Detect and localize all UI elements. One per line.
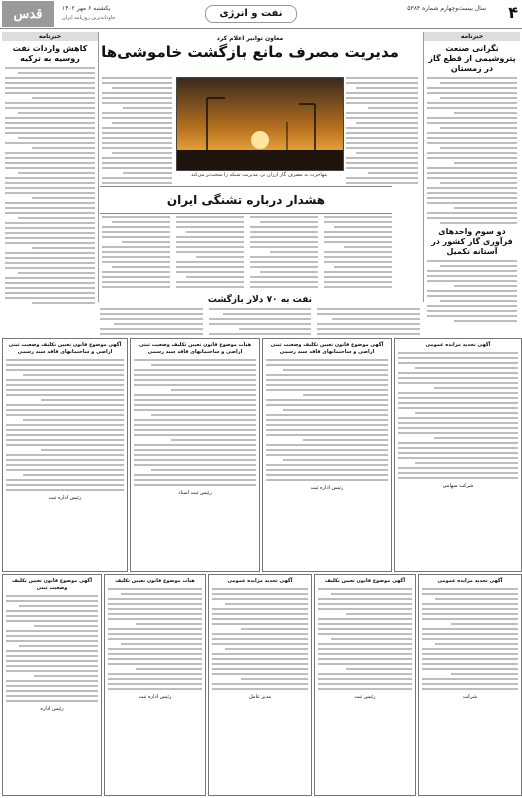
- notice-box: [418, 574, 522, 796]
- notice-box: [2, 574, 102, 796]
- notice-box: [130, 338, 260, 572]
- tagline: جاودانه‌ترین روزنامه ایران: [62, 15, 116, 21]
- lead-photo: [176, 77, 344, 171]
- notice-title: هیات موضوع قانون تعیین تکلیف: [115, 578, 195, 584]
- feature-text: [102, 216, 392, 291]
- notice-box: [104, 574, 206, 796]
- notice-signature: مدیر عامل: [248, 694, 271, 700]
- lead-headline: مدیریت مصرف مانع بازگشت خاموشی‌ها: [101, 43, 399, 61]
- notice-title: آگهی تجدید مزایده عمومی: [227, 578, 293, 584]
- notice-signature: رئیس اداره: [40, 706, 64, 712]
- section-title: نفت و انرژی: [205, 5, 297, 23]
- sunset-photo: [177, 78, 343, 170]
- notice-box: [262, 338, 392, 572]
- left-column-label: خبرنامه: [2, 32, 98, 41]
- newspaper-logo: قدس: [2, 1, 54, 27]
- oil-text: [100, 308, 420, 338]
- left-column-text: [5, 67, 95, 304]
- notice-title: آگهی موضوع قانون تعیین تکلیف وضعیت ثبتی اراضی و ساختمانهای فاقد سند رسمی: [8, 342, 122, 355]
- left-column-headline: کاهش واردات نفت روسیه به ترکیه: [12, 44, 88, 63]
- notice-box: [314, 574, 416, 796]
- notice-title: آگهی تجدید مزایده عمومی: [437, 578, 503, 584]
- photo-caption: مهاجرت به مصرف گاز ارزان تر، مدیریت شبکه را سخت‌تر می‌کند: [191, 172, 327, 178]
- notice-signature: شرکت: [462, 694, 478, 700]
- right-column-label: خبرنامه: [424, 32, 520, 41]
- masthead: [0, 0, 522, 29]
- page-number: ۴: [508, 3, 518, 22]
- right-column-text-2: [427, 260, 517, 322]
- notice-title: آگهی موضوع قانون تعیین تکلیف: [324, 578, 406, 584]
- lead-kicker: معاون توانیر اعلام کرد: [216, 35, 284, 42]
- left-news-column: [2, 32, 99, 302]
- notice-signature: شرکت سهامی: [442, 483, 474, 489]
- right-column-headline: نگرانی صنعت پتروشیمی از قطع گاز در زمستان: [428, 44, 516, 73]
- notice-signature: رئیس اداره ثبت: [310, 485, 344, 491]
- notice-title: آگهی موضوع قانون تعیین تکلیف وضعیت ثبتی اراضی و ساختمانهای فاقد سند رسمی: [270, 342, 384, 355]
- notice-signature: رئیس اداره ثبت: [48, 495, 82, 501]
- feature-headline: هشدار درباره تشنگی ایران: [100, 186, 392, 214]
- notice-title: آگهی موضوع قانون تعیین تکلیف وضعیت ثبتی: [11, 578, 93, 591]
- lead-text-right: [346, 77, 418, 187]
- notice-signature: رئیس ثبت اسناد: [178, 490, 212, 496]
- right-news-column: [423, 32, 520, 302]
- issue-number: سال بیست‌وچهارم شماره ۵۳۸۴: [407, 5, 486, 12]
- issue-date: یکشنبه ۶ مهر ۱۴۰۲: [62, 5, 111, 12]
- right-column-second-headline: دو سوم واحدهای فرآوری گاز کشور در آستانه تکمیل: [431, 227, 513, 256]
- oil-headline: نفت به ۷۰ دلار بازگشت: [207, 295, 313, 305]
- notice-box: [2, 338, 128, 572]
- notice-signature: رئیس اداره ثبت: [138, 694, 172, 700]
- notice-box: [394, 338, 522, 572]
- notice-signature: رئیس ثبت: [354, 694, 376, 700]
- notice-title: آگهی تجدید مزایده عمومی: [425, 342, 491, 348]
- notice-title: هیات موضوع قانون تعیین تکلیف وضعیت ثبتی اراضی و ساختمانهای فاقد سند رسمی: [138, 342, 252, 355]
- right-column-text: [427, 77, 517, 224]
- lead-text-left: [102, 77, 172, 187]
- notice-box: [208, 574, 312, 796]
